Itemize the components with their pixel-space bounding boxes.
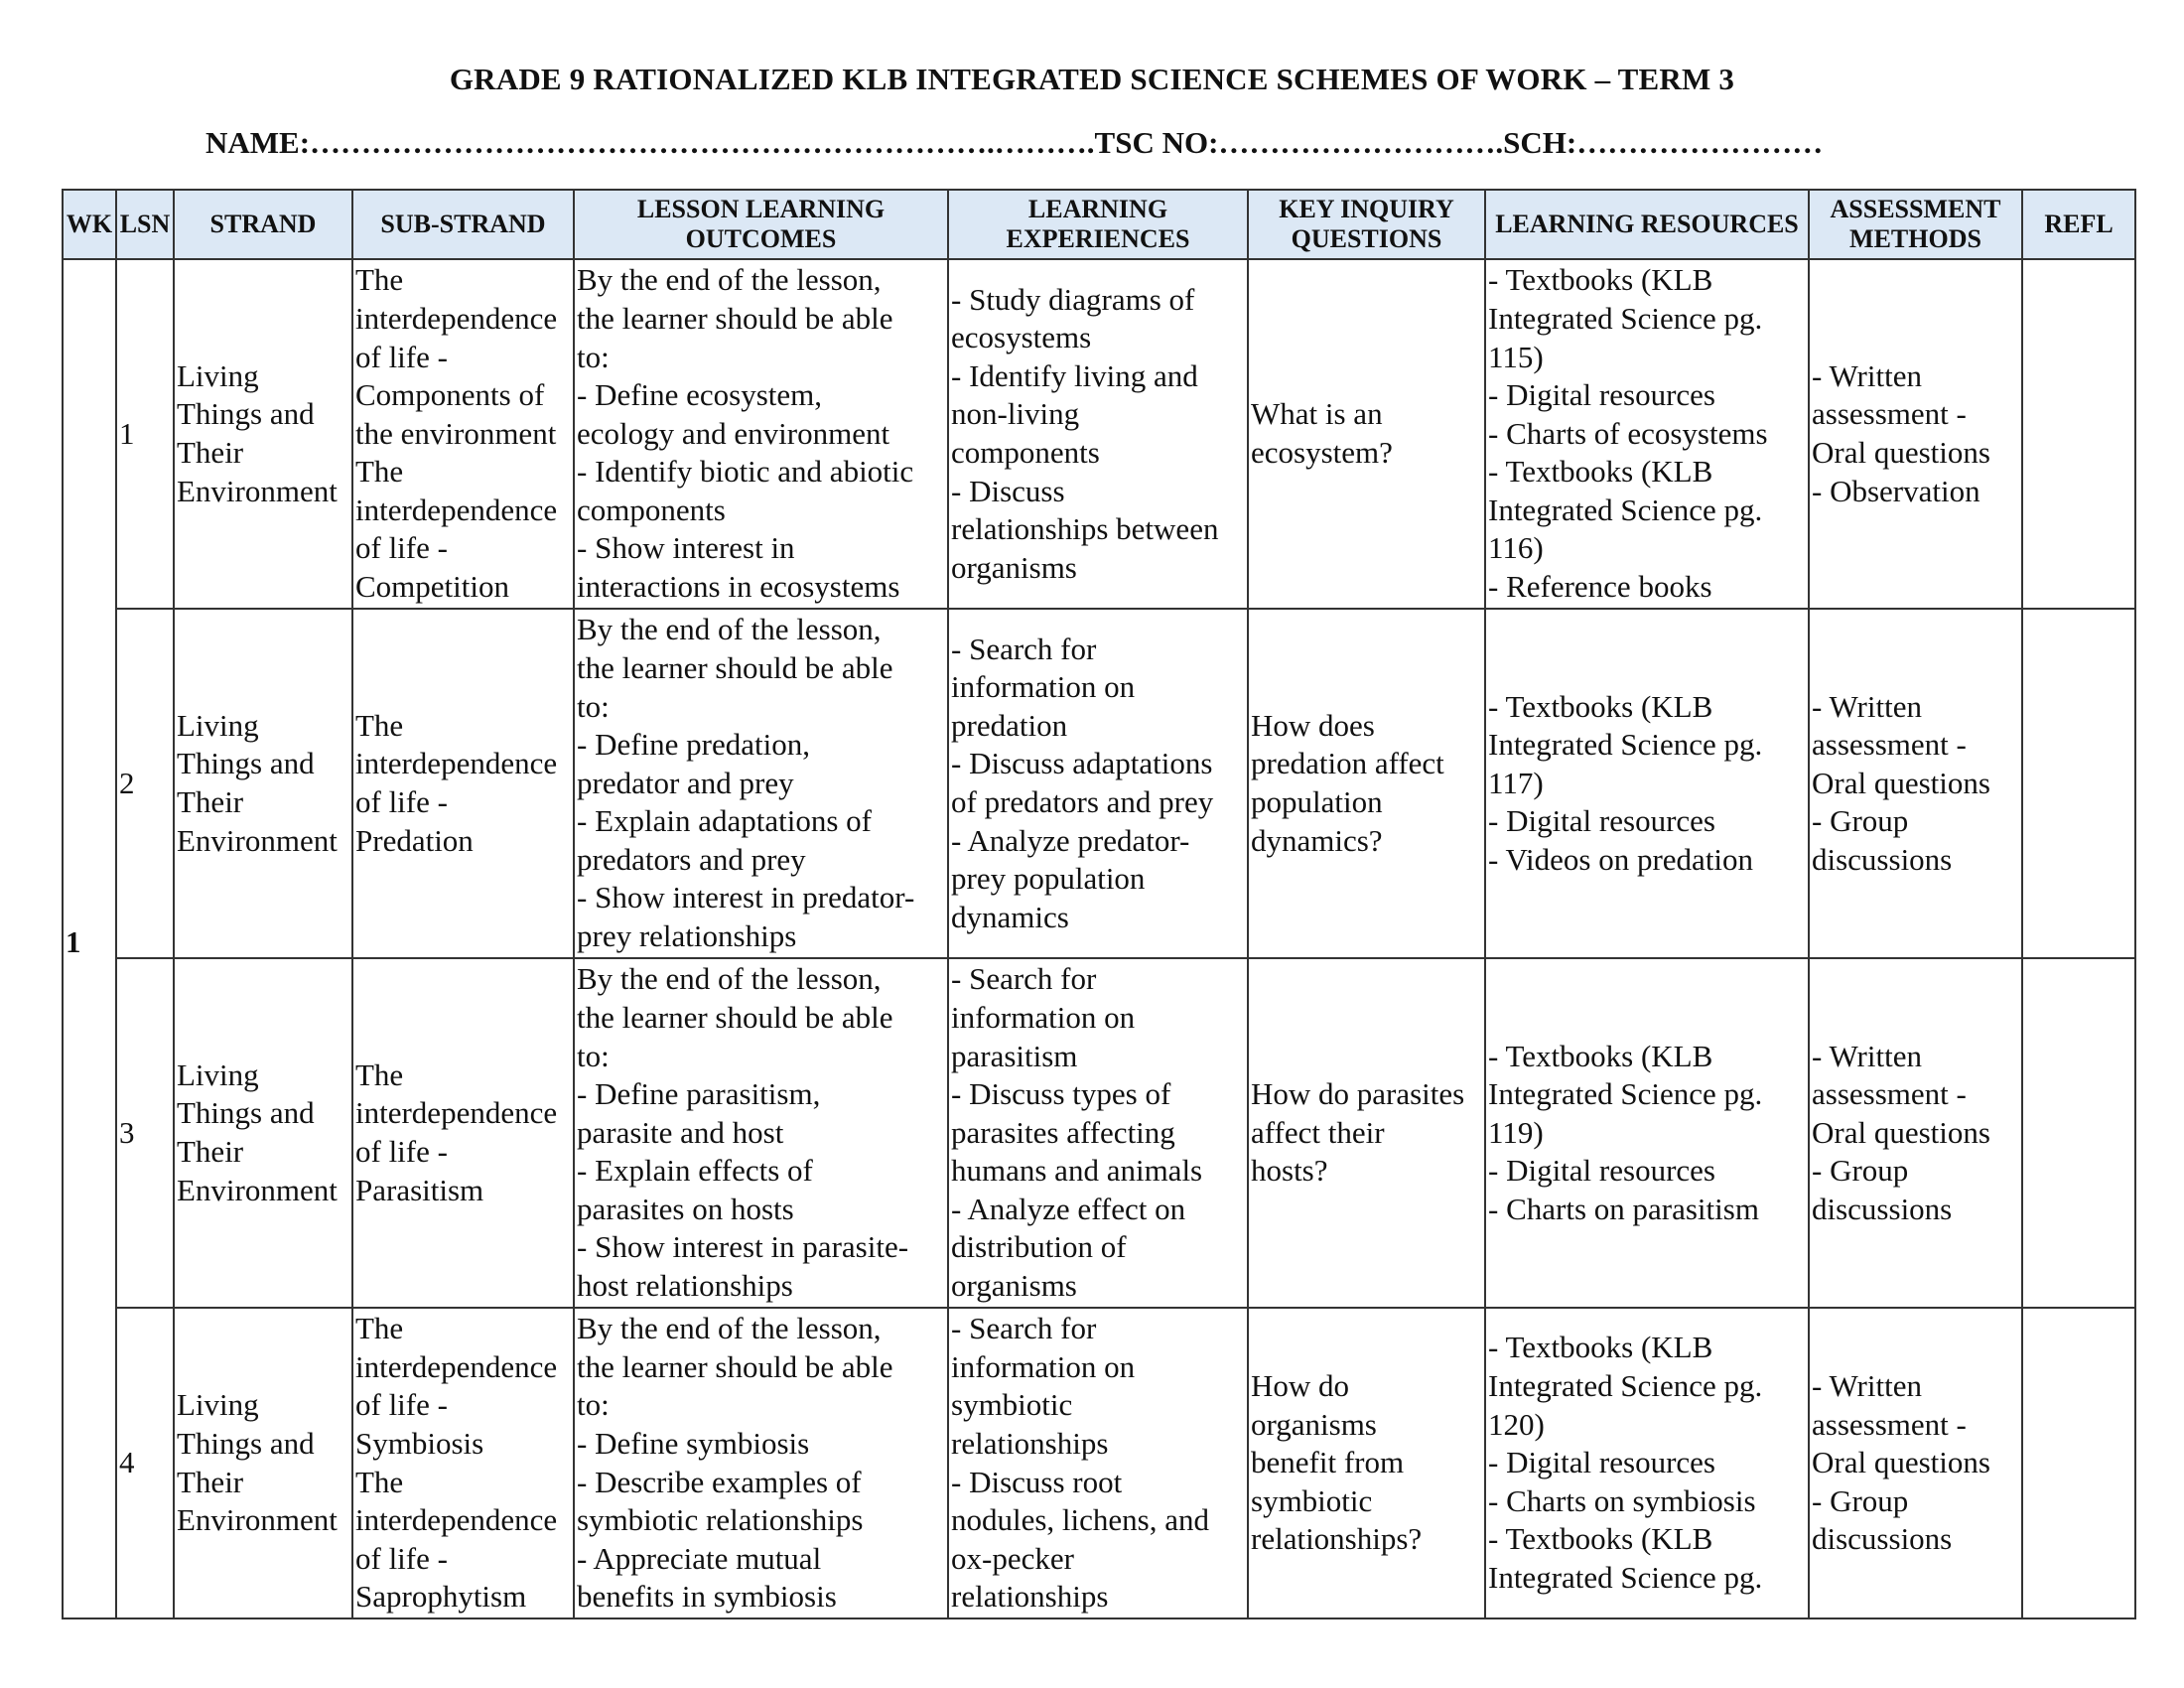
reflection-cell [2022,259,2135,609]
inquiry-question-cell: How do organisms benefit from symbiotic relationships? [1248,1308,1485,1618]
outcomes-cell: By the end of the lesson, the learner should be able to: - Define ecosystem, ecology and environment - Identify biotic and abiotic components - Show interest in interactions in ecosystems [574,259,948,609]
assessment-cell: - Written assessment - Oral questions - Group discussions [1809,958,2022,1308]
header-resources: LEARNING RESOURCES [1485,190,1809,259]
assessment-cell: - Written assessment - Oral questions - Group discussions [1809,1308,2022,1618]
reflection-cell [2022,958,2135,1308]
lesson-number: 2 [116,609,174,958]
header-questions: KEY INQUIRY QUESTIONS [1248,190,1485,259]
lesson-number: 1 [116,259,174,609]
schemes-of-work-table [62,189,2136,1619]
header-outcomes: LESSON LEARNING OUTCOMES [574,190,948,259]
resources-cell: - Textbooks (KLB Integrated Science pg. 119) - Digital resources - Charts on parasitism [1485,958,1809,1308]
lesson-number: 3 [116,958,174,1308]
experiences-cell: - Search for information on symbiotic relationships - Discuss root nodules, lichens, and ox-pecker relationships [948,1308,1248,1618]
inquiry-question-cell: How do parasites affect their hosts? [1248,958,1485,1308]
header-reflection: REFL [2022,190,2135,259]
assessment-cell: - Written assessment - Oral questions - Group discussions [1809,609,2022,958]
outcomes-cell: By the end of the lesson, the learner should be able to: - Define symbiosis - Describe examples of symbiotic relationships - Appreciate mutual benefits in symbiosis [574,1308,948,1618]
header-wk: WK [63,190,116,259]
header-lsn: LSN [116,190,174,259]
sub-strand-cell: The interdependence of life - Components of the environment The interdependence of life - Competition [352,259,574,609]
experiences-cell: - Search for information on predation - Discuss adaptations of predators and prey - Analyze predator- prey population dynamics [948,609,1248,958]
reflection-cell [2022,609,2135,958]
outcomes-cell: By the end of the lesson, the learner should be able to: - Define predation, predator and prey - Explain adaptations of predators and prey - Show interest in predator- prey relationships [574,609,948,958]
header-strand: STRAND [174,190,352,259]
reflection-cell [2022,1308,2135,1618]
resources-cell: - Textbooks (KLB Integrated Science pg. 120) - Digital resources - Charts on symbiosis - Textbooks (KLB Integrated Science pg. [1485,1308,1809,1618]
table-row [63,609,2135,958]
name-tsc-school-line: NAME:………………………………………………………….……….TSC NO:……………………….SCH:…………………… [205,125,1824,160]
inquiry-question-cell: What is an ecosystem? [1248,259,1485,609]
table-row [63,1308,2135,1618]
week-number: 1 [63,259,116,1618]
header-assessment: ASSESSMENT METHODS [1809,190,2022,259]
experiences-cell: - Search for information on parasitism - Discuss types of parasites affecting humans and animals - Analyze effect on distribution of organisms [948,958,1248,1308]
page-title: GRADE 9 RATIONALIZED KLB INTEGRATED SCIENCE SCHEMES OF WORK – TERM 3 [449,62,1735,96]
strand-cell: Living Things and Their Environment [174,1308,352,1618]
table-row [63,958,2135,1308]
header-row [63,190,2135,259]
sub-strand-cell: The interdependence of life - Symbiosis The interdependence of life - Saprophytism [352,1308,574,1618]
assessment-cell: - Written assessment - Oral questions - Observation [1809,259,2022,609]
outcomes-cell: By the end of the lesson, the learner should be able to: - Define parasitism, parasite and host - Explain effects of parasites on hosts - Show interest in parasite- host relationships [574,958,948,1308]
table-row [63,259,2135,609]
strand-cell: Living Things and Their Environment [174,958,352,1308]
strand-cell: Living Things and Their Environment [174,609,352,958]
strand-cell: Living Things and Their Environment [174,259,352,609]
sub-strand-cell: The interdependence of life - Predation [352,609,574,958]
sub-strand-cell: The interdependence of life - Parasitism [352,958,574,1308]
inquiry-question-cell: How does predation affect population dynamics? [1248,609,1485,958]
lesson-number: 4 [116,1308,174,1618]
experiences-cell: - Study diagrams of ecosystems - Identify living and non-living components - Discuss relationships between organisms [948,259,1248,609]
header-experiences: LEARNING EXPERIENCES [948,190,1248,259]
resources-cell: - Textbooks (KLB Integrated Science pg. 115) - Digital resources - Charts of ecosystems - Textbooks (KLB Integrated Science pg. 116) - Reference books [1485,259,1809,609]
resources-cell: - Textbooks (KLB Integrated Science pg. 117) - Digital resources - Videos on predation [1485,609,1809,958]
header-sub-strand: SUB-STRAND [352,190,574,259]
